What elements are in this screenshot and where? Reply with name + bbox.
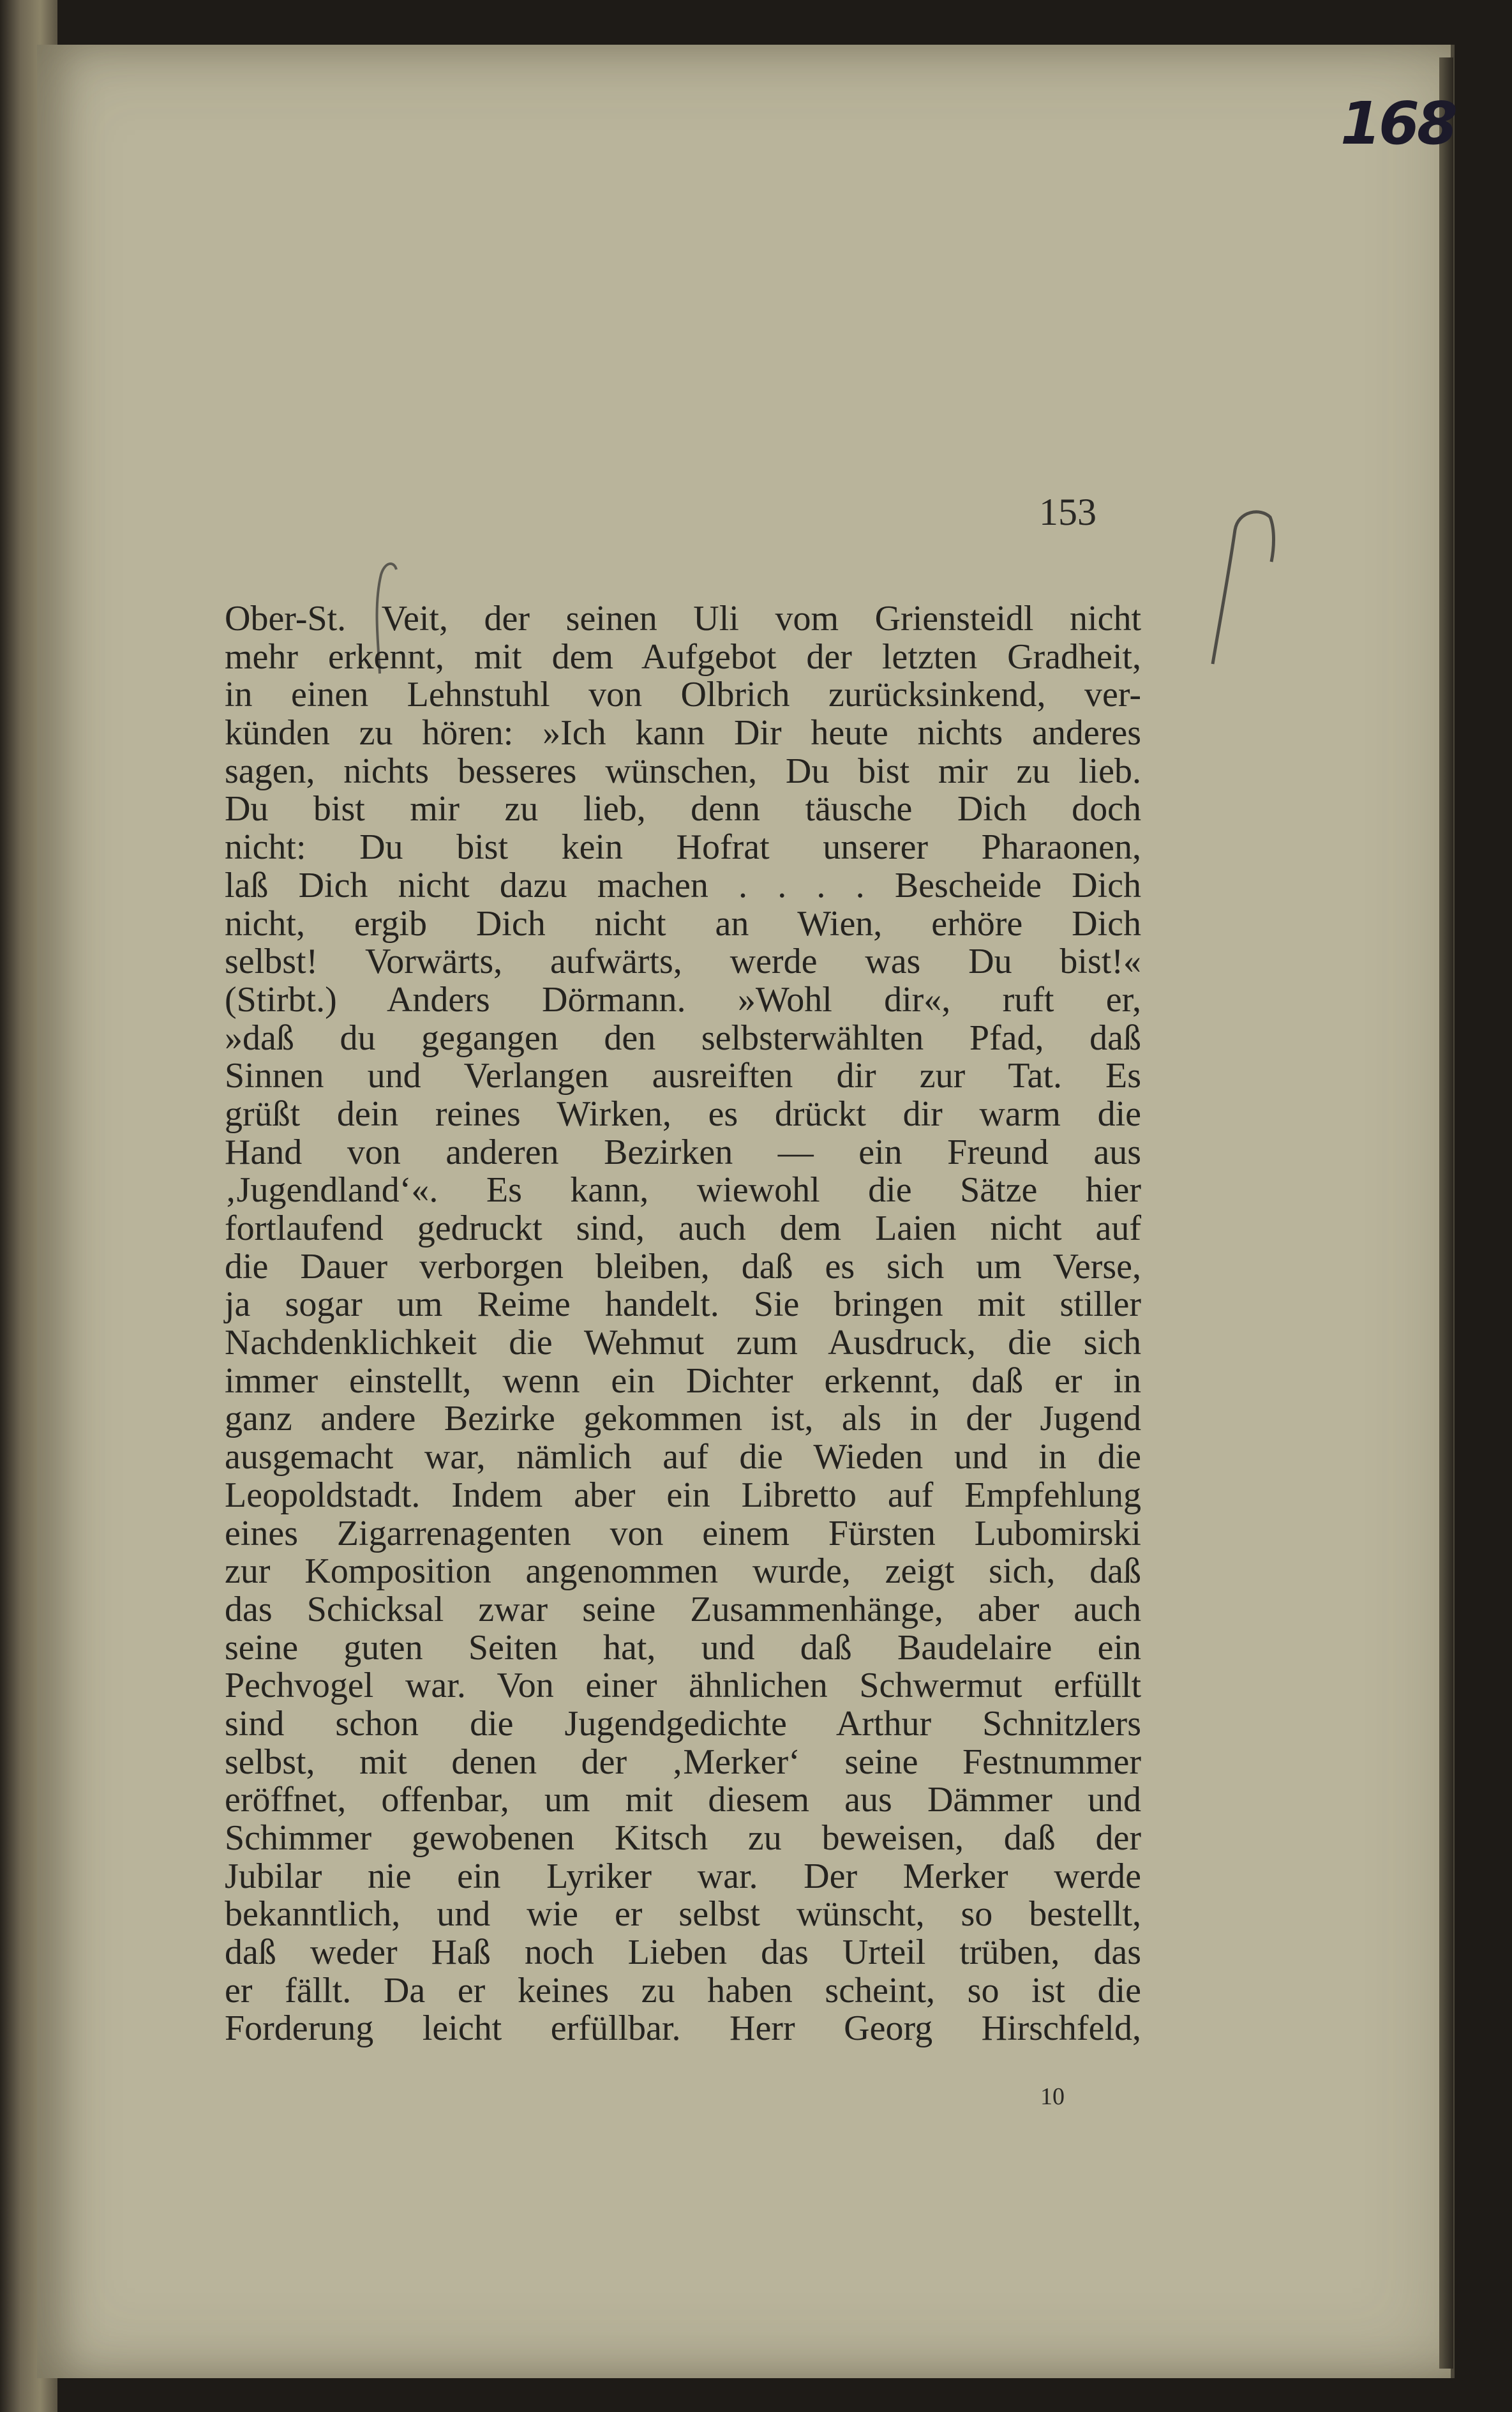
text-line: grüßt dein reines Wirken, es drückt dir warm die (225, 1094, 1141, 1134)
text-line: Forderung leicht erfüllbar. Herr Georg Hirschfeld, (225, 2009, 1141, 2049)
text-line: laß Dich nicht dazu machen . . . . Bescheide Dich (225, 865, 1141, 905)
text-line: ‚Jugendland‘«. Es kann, wiewohl die Sätze hier (225, 1170, 1141, 1210)
text-line: er fällt. Da er keines zu haben scheint, so ist die (225, 1970, 1141, 2010)
text-line: (Stirbt.) Anders Dörmann. »Wohl dir«, ruft er, (225, 979, 1141, 1020)
text-line: Schimmer gewobenen Kitsch zu beweisen, daß der (225, 1818, 1141, 1858)
text-line: immer einstellt, wenn ein Dichter erkennt, daß er in (225, 1361, 1141, 1401)
text-line: ganz andere Bezirke gekommen ist, als in der Jugend (225, 1399, 1141, 1439)
text-line: Sinnen und Verlangen ausreiften dir zur Tat. Es (225, 1056, 1141, 1096)
text-line: Leopoldstadt. Indem aber ein Libretto auf Empfehlung (225, 1475, 1141, 1515)
text-line: sagen, nichts besseres wünschen, Du bist mir zu lieb. (225, 751, 1141, 791)
text-line: selbst, mit denen der ‚Merker‘ seine Festnummer (225, 1742, 1141, 1782)
text-line: ausgemacht war, nämlich auf die Wieden und in die (225, 1437, 1141, 1477)
text-line: fortlaufend gedruckt sind, auch dem Laien nicht auf (225, 1209, 1141, 1248)
text-line: nicht: Du bist kein Hofrat unserer Pharaonen, (225, 827, 1141, 868)
text-line: eröffnet, offenbar, um mit diesem aus Dämmer und (225, 1780, 1141, 1820)
archive-page-number-handwritten: 168 (1340, 89, 1456, 158)
page-edge-shadow (1439, 57, 1453, 2369)
text-line: zur Komposition angenommen wurde, zeigt sich, daß (225, 1551, 1141, 1592)
text-line: die Dauer verborgen bleiben, daß es sich um Verse, (225, 1246, 1141, 1286)
text-line: mehr erkennt, mit dem Aufgebot der letzten Gradheit, (225, 637, 1141, 677)
text-line: selbst! Vorwärts, aufwärts, werde was Du bist!« (225, 942, 1141, 982)
body-text (225, 600, 1141, 2048)
text-line: in einen Lehnstuhl von Olbrich zurücksinkend, ver- (225, 675, 1141, 715)
text-line: Jubilar nie ein Lyriker war. Der Merker werde (225, 1856, 1141, 1896)
text-line: daß weder Haß noch Lieben das Urteil trüben, das (225, 1933, 1141, 1973)
text-line: seine guten Seiten hat, und daß Baudelaire ein (225, 1627, 1141, 1668)
text-line: das Schicksal zwar seine Zusammenhänge, aber auch (225, 1589, 1141, 1629)
signature-mark-number: 10 (1040, 2083, 1065, 2110)
text-line: bekanntlich, und wie er selbst wünscht, so bestellt, (225, 1894, 1141, 1934)
text-line: eines Zigarrenagenten von einem Fürsten Lubomirski (225, 1513, 1141, 1553)
text-line: sind schon die Jugendgedichte Arthur Schnitzlers (225, 1703, 1141, 1744)
text-line: Nachdenklichkeit die Wehmut zum Ausdruck, die sich (225, 1323, 1141, 1363)
pencil-mark-right-icon (1200, 504, 1283, 670)
printed-page-number: 153 (1039, 491, 1097, 533)
text-line: ja sogar um Reime handelt. Sie bringen mit stiller (225, 1285, 1141, 1325)
text-line: Du bist mir zu lieb, denn täusche Dich doch (225, 789, 1141, 829)
text-line: Ober-St. Veit, der seinen Uli vom Griensteidl nicht (225, 599, 1141, 638)
text-line: Pechvogel war. Von einer ähnlichen Schwermut erfüllt (225, 1666, 1141, 1706)
text-line: »daß du gegangen den selbsterwählten Pfad, daß (225, 1018, 1141, 1058)
text-line: künden zu hören: »Ich kann Dir heute nichts anderes (225, 713, 1141, 753)
text-line: nicht, ergib Dich nicht an Wien, erhöre Dich (225, 903, 1141, 944)
text-line: Hand von anderen Bezirken — ein Freund aus (225, 1132, 1141, 1172)
